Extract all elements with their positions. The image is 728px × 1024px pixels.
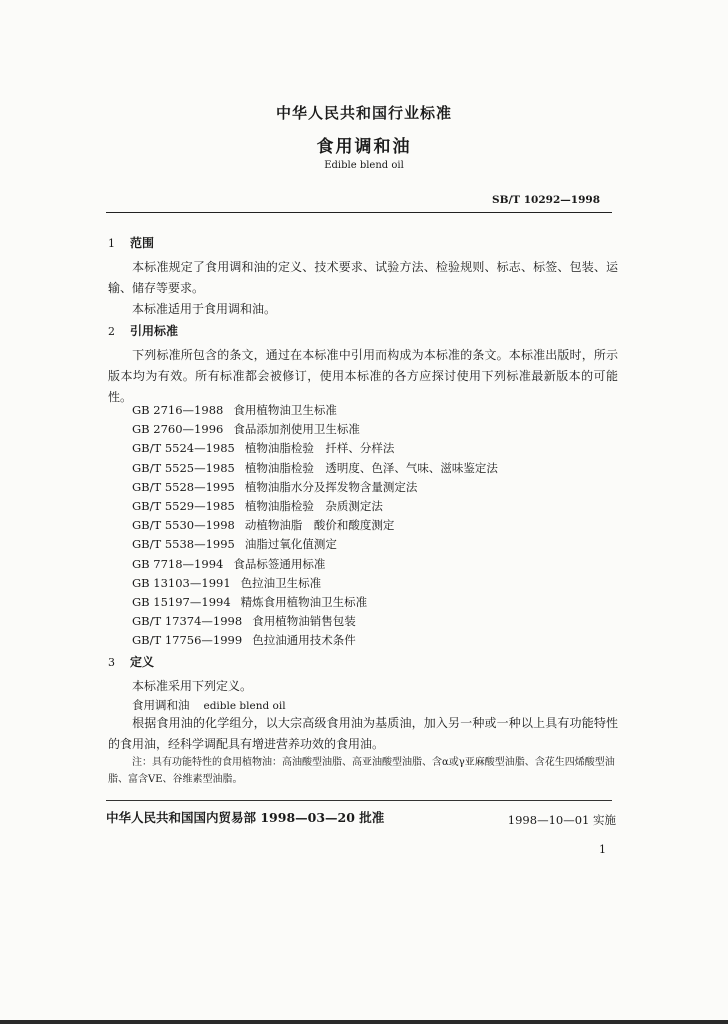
reference-code: GB 15197—1994 (132, 594, 231, 609)
defined-term (132, 697, 286, 713)
reference-item (132, 497, 498, 516)
section-3-heading (108, 653, 154, 670)
reference-item (132, 401, 498, 420)
reference-code: GB/T 5530—1998 (132, 518, 235, 533)
page-number: 1 (599, 843, 606, 856)
reference-title: 油脂过氧化值测定 (244, 537, 337, 552)
section-3-number: 3 (108, 656, 115, 669)
definition-note (108, 754, 618, 788)
reference-code: GB/T 5528—1995 (132, 479, 235, 494)
document-title-chinese: 食用调和油 (316, 137, 412, 157)
reference-item (132, 574, 498, 593)
section-1-heading (108, 234, 154, 251)
reference-title: 动植物油脂 酸价和酸度测定 (244, 518, 395, 533)
definition-text: 根据食用油的化学组分，以大宗高级食用油为基质油，加入另一种或一种以上具有功能特性的食用油，经科学调配具有增进营养功效的食用油。 (108, 716, 618, 751)
reference-code: GB/T 5529—1985 (132, 498, 235, 513)
section-1-paragraph-2 (108, 299, 618, 320)
footer-divider (106, 800, 612, 801)
reference-item (132, 459, 498, 478)
document-title-english: Edible blend oil (324, 160, 404, 171)
reference-title: 精炼食用植物油卫生标准 (240, 594, 368, 609)
reference-title: 食用植物油卫生标准 (233, 403, 337, 417)
reference-code: GB 2760—1996 (132, 422, 224, 437)
reference-item (132, 631, 498, 650)
header-divider (106, 212, 612, 213)
section-3-intro (108, 676, 618, 697)
reference-code: GB 7718—1994 (132, 556, 224, 571)
section-1-text-1: 本标准规定了食用调和油的定义、技术要求、试验方法、检验规则、标志、标签、包装、运输、储存等要求。 (108, 260, 618, 295)
reference-code: GB/T 5524—1985 (132, 441, 235, 456)
effective-date: 1998—10—01 实施 (507, 813, 616, 827)
reference-item (132, 516, 498, 535)
reference-item (132, 535, 498, 554)
section-2-number: 2 (108, 325, 115, 338)
definition-paragraph (108, 713, 618, 755)
section-1-paragraph-1 (108, 257, 618, 299)
section-3-intro-text: 本标准采用下列定义。 (132, 679, 253, 693)
reference-title: 色拉油卫生标准 (240, 575, 322, 590)
section-2-title: 引用标准 (130, 324, 179, 338)
section-1-number: 1 (108, 237, 115, 250)
section-2-intro (108, 345, 618, 408)
approval-statement: 中华人民共和国国内贸易部 1998—03—20 批准 (106, 810, 385, 825)
term-chinese: 食用调和油 (132, 698, 190, 712)
section-1-title: 范围 (130, 236, 155, 250)
section-1-text-2: 本标准适用于食用调和油。 (132, 302, 277, 316)
issuing-body-header: 中华人民共和国行业标准 (275, 104, 452, 122)
reference-code: GB 13103—1991 (132, 575, 231, 590)
reference-title: 植物油脂检验 透明度、色泽、气味、滋味鉴定法 (244, 460, 498, 475)
reference-code: GB/T 17374—1998 (132, 614, 243, 629)
reference-code: GB/T 5525—1985 (132, 460, 235, 475)
section-2-heading (108, 322, 178, 339)
reference-item (132, 478, 498, 497)
reference-title: 食品添加剂使用卫生标准 (233, 422, 360, 437)
reference-code: GB/T 5538—1995 (132, 537, 235, 552)
reference-title: 食用植物油销售包装 (252, 614, 356, 629)
reference-item (132, 612, 498, 631)
scan-bottom-edge (0, 1020, 728, 1024)
reference-code: GB 2716—1988 (132, 403, 224, 417)
reference-title: 食品标签通用标准 (233, 556, 326, 571)
reference-title: 植物油脂检验 扦样、分样法 (244, 441, 395, 456)
reference-title: 植物油脂水分及挥发物含量测定法 (244, 479, 418, 494)
standard-code: SB/T 10292—1998 (491, 194, 600, 206)
reference-item (132, 439, 498, 458)
reference-item (132, 555, 498, 574)
reference-item (132, 420, 498, 439)
reference-code: GB/T 17756—1999 (132, 633, 243, 648)
normative-reference-list (132, 401, 498, 650)
reference-item (132, 593, 498, 612)
reference-title: 植物油脂检验 杂质测定法 (244, 498, 383, 513)
section-2-intro-text: 下列标准所包含的条文，通过在本标准中引用而构成为本标准的条文。本标准出版时，所示版本均为有效。所有标准都会被修订，使用本标准的各方应探讨使用下列标准最新版本的可能性。 (108, 348, 618, 404)
term-english: edible blend oil (203, 700, 286, 712)
section-3-title: 定义 (130, 655, 155, 669)
note-text: 注：具有功能特性的食用植物油：高油酸型油脂、高亚油酸型油脂、含α或γ亚麻酸型油脂、含花生四烯酸型油脂、富含VE、谷维素型油脂。 (108, 757, 615, 785)
reference-title: 色拉油通用技术条件 (252, 633, 356, 648)
